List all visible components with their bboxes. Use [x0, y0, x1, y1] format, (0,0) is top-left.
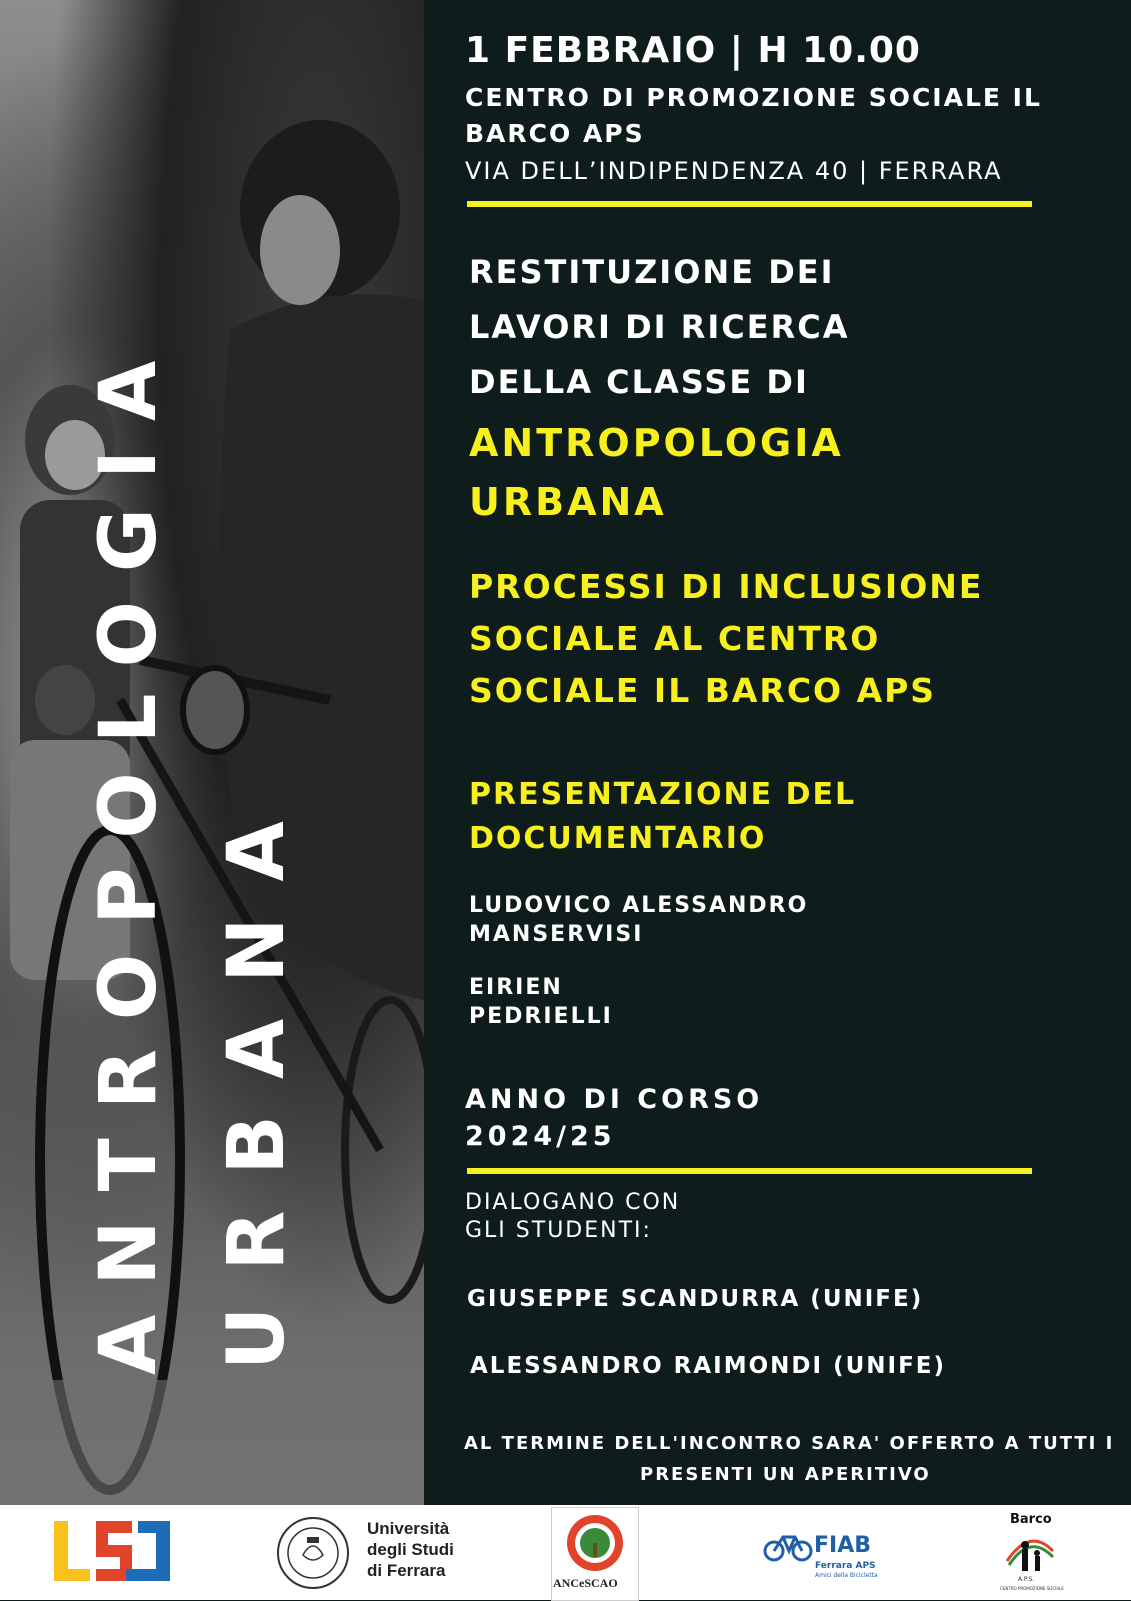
vertical-title-line1: ANTROPOLOGIA	[84, 331, 174, 1375]
barco-sub2: CENTRO PROMOZIONE SOCIALE	[1000, 1586, 1064, 1591]
unife-name-line3: di Ferrara	[367, 1561, 446, 1580]
author-2-line2: PEDRIELLI	[469, 1004, 613, 1029]
closing-line2: PRESENTI UN APERITIVO	[640, 1464, 931, 1485]
fiab-sub2: Amici della Bicicletta	[815, 1572, 878, 1579]
speaker-1: GIUSEPPE SCANDURRA (UNIFE)	[467, 1286, 924, 1312]
unife-seal-icon	[275, 1515, 351, 1591]
year-line2: 2024/25	[465, 1121, 616, 1152]
ancescao-logo-icon	[565, 1513, 625, 1573]
divider-top	[467, 201, 1032, 207]
vertical-title-line2: URBANA	[212, 785, 302, 1370]
divider-bottom	[467, 1168, 1032, 1174]
venue-line2: BARCO APS	[465, 119, 645, 148]
intro-line3: DELLA CLASSE DI	[469, 363, 809, 401]
info-panel	[424, 0, 1131, 1505]
author-2-line1: EIRIEN	[469, 975, 563, 1000]
bicycle-icon	[763, 1529, 813, 1563]
unife-name-line1: Università	[367, 1519, 450, 1538]
barco-sub1: A.P.S.	[1018, 1576, 1035, 1583]
documentary-line1: PRESENTAZIONE DEL	[469, 777, 857, 812]
event-date-time: 1 FEBBRAIO | H 10.00	[465, 30, 921, 71]
intro-line1: RESTITUZIONE DEI	[469, 253, 835, 291]
barco-figures-icon	[1005, 1531, 1055, 1575]
venue-line1: CENTRO DI PROMOZIONE SOCIALE IL	[465, 83, 1042, 112]
course-line2: URBANA	[469, 480, 667, 524]
course-line1: ANTROPOLOGIA	[469, 421, 844, 465]
author-1-line1: LUDOVICO ALESSANDRO	[469, 893, 809, 918]
intro-line2: LAVORI DI RICERCA	[469, 308, 850, 346]
dialogue-line1: DIALOGANO CON	[465, 1190, 681, 1215]
fiab-sub1: Ferrara APS	[815, 1561, 876, 1571]
closing-line1: AL TERMINE DELL'INCONTRO SARA' OFFERTO A TUTTI I	[464, 1433, 1115, 1454]
lsj-logo-icon	[50, 1517, 175, 1585]
year-line1: ANNO DI CORSO	[465, 1084, 764, 1115]
research-line2: SOCIALE AL CENTRO	[469, 619, 881, 658]
research-line3: SOCIALE IL BARCO APS	[469, 671, 937, 710]
dialogue-line2: GLI STUDENTI:	[465, 1218, 652, 1243]
footer-logos	[0, 1505, 1131, 1600]
venue-address: VIA DELL’INDIPENDENZA 40 | FERRARA	[465, 157, 1003, 185]
barco-label: Barco	[1010, 1512, 1052, 1527]
research-line1: PROCESSI DI INCLUSIONE	[469, 567, 984, 606]
unife-name-line2: degli Studi	[367, 1540, 454, 1559]
documentary-line2: DOCUMENTARIO	[469, 821, 767, 856]
author-1-line2: MANSERVISI	[469, 922, 644, 947]
background-photo	[0, 0, 424, 1505]
speaker-2: ALESSANDRO RAIMONDI (UNIFE)	[470, 1353, 947, 1379]
fiab-label: FIAB	[814, 1533, 872, 1558]
ancescao-label: ANCeSCAO	[553, 1576, 618, 1590]
